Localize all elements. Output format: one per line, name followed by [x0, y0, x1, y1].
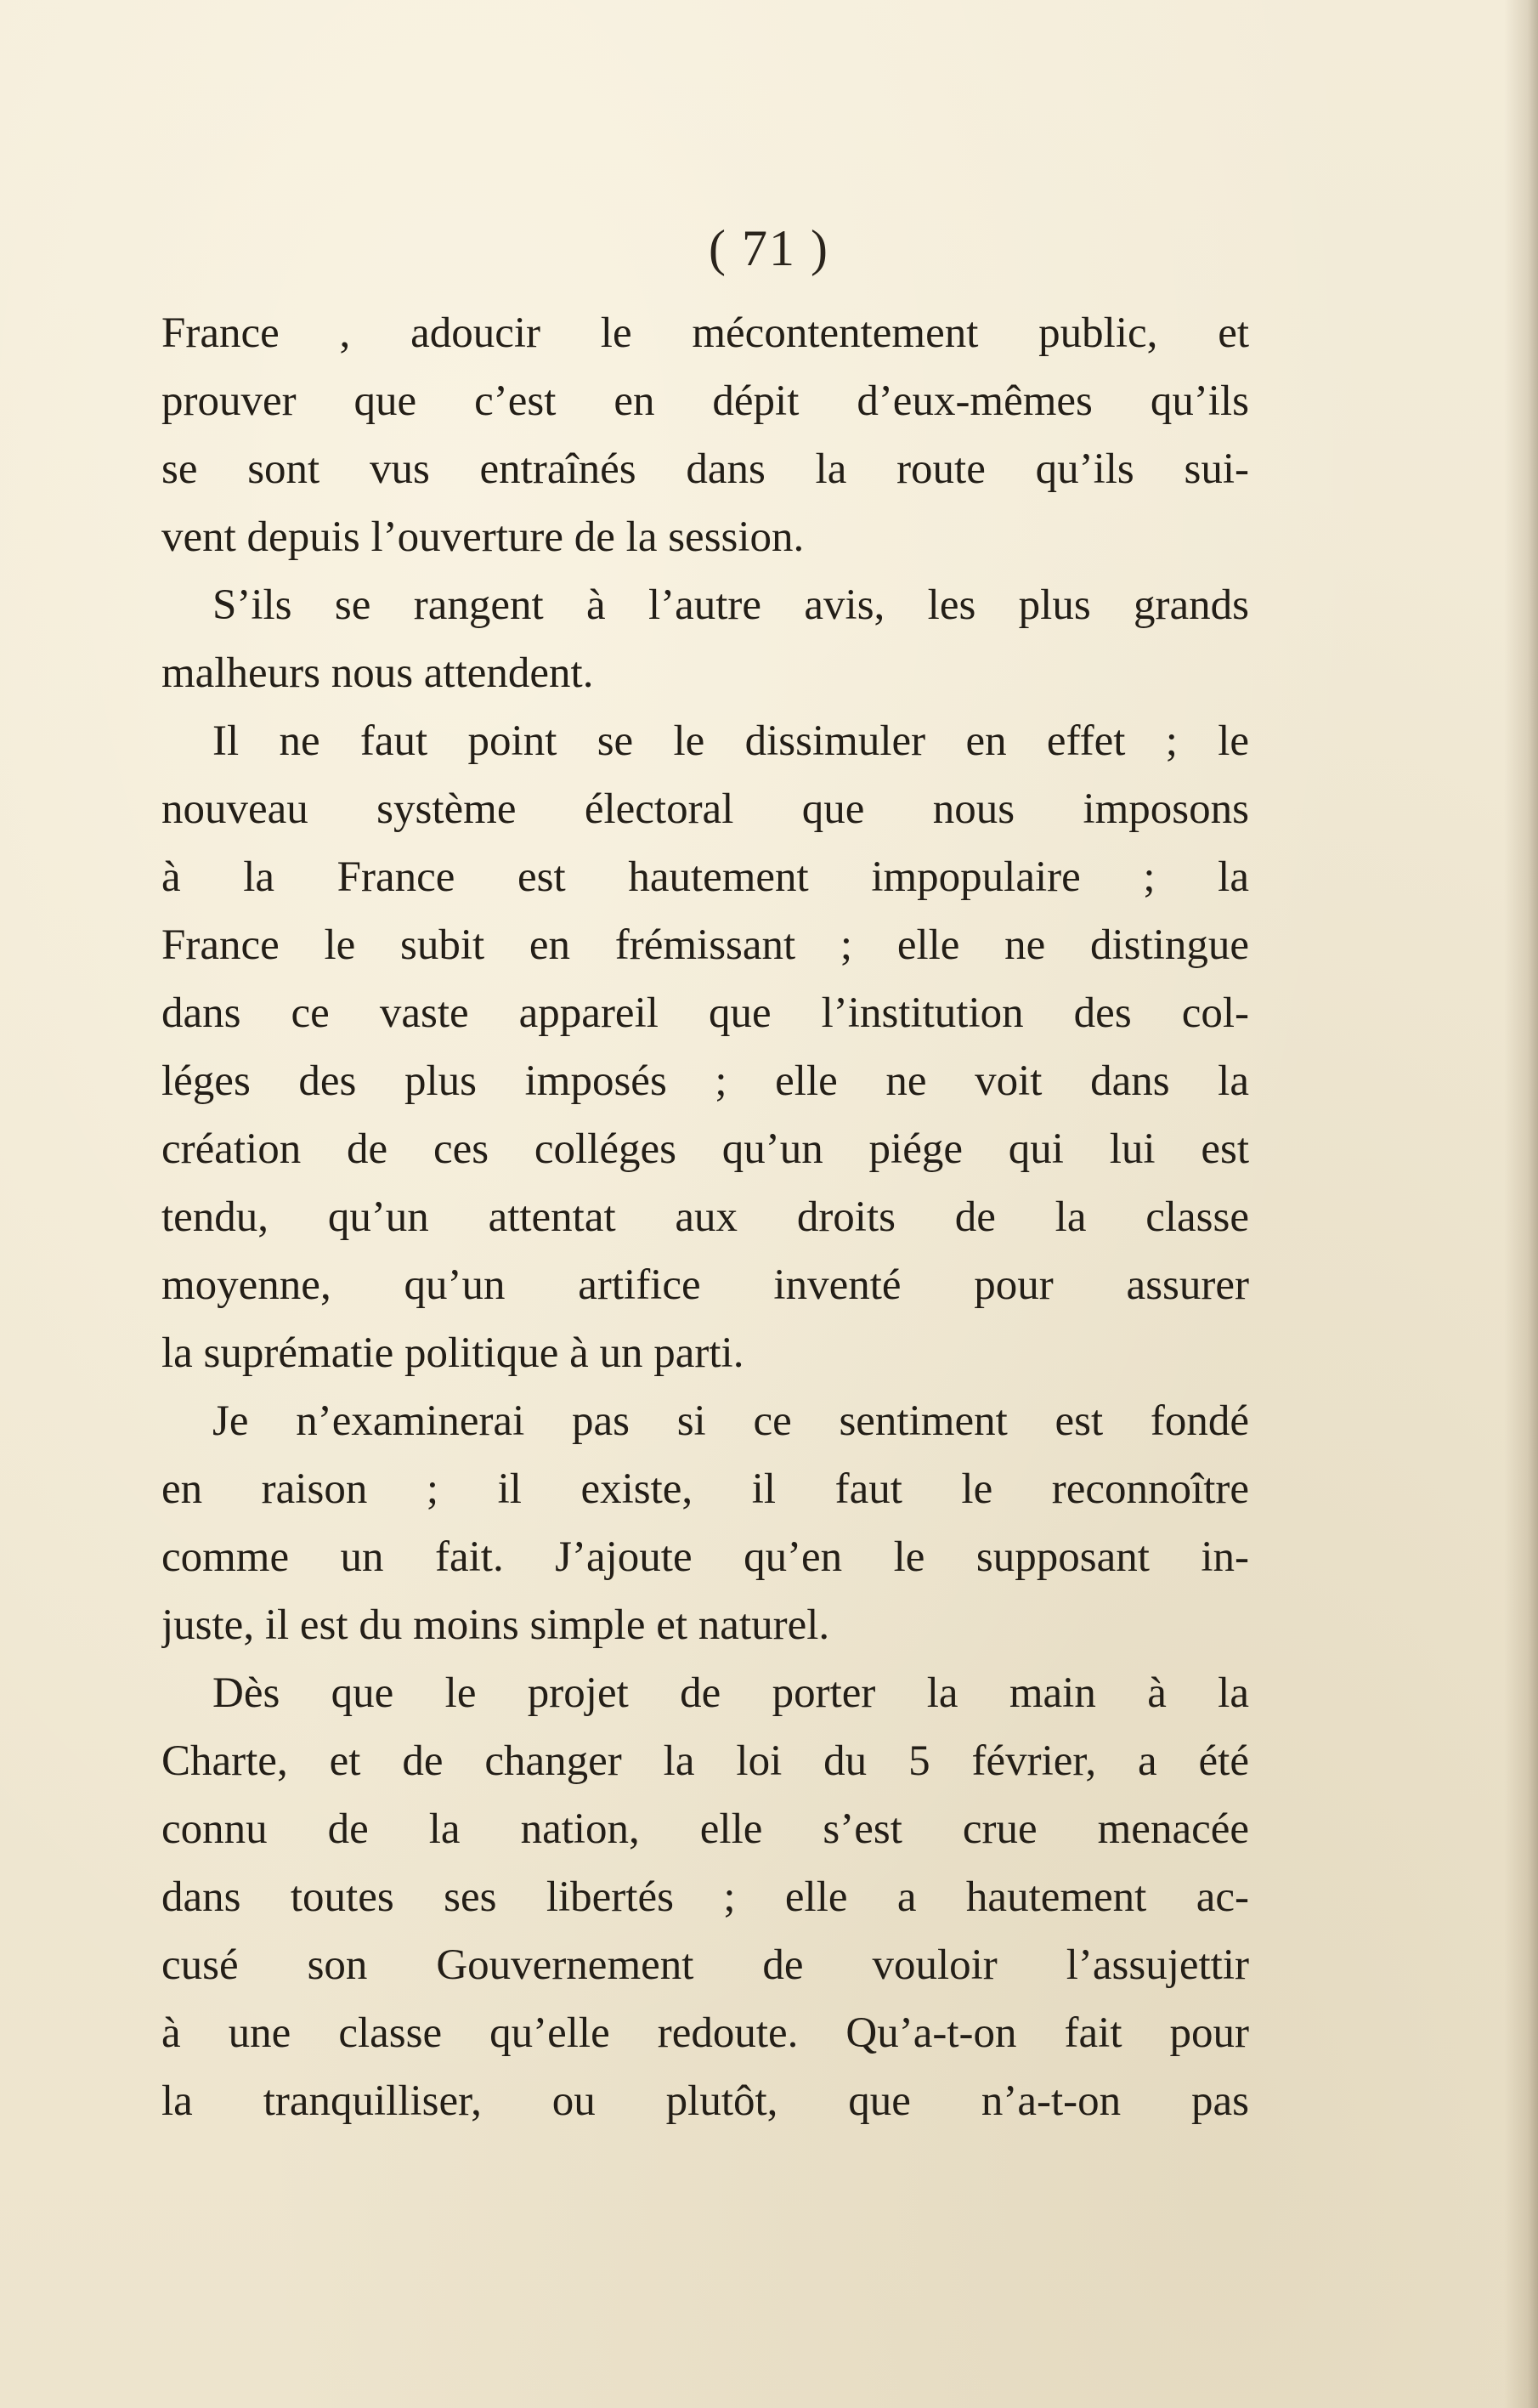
text-line: comme un fait. J’ajoute qu’en le supposant in- — [161, 1533, 1249, 1581]
text-line: malheurs nous attendent. — [161, 649, 594, 697]
text-line: la suprématie politique à un parti. — [161, 1329, 744, 1377]
page-edge-shadow — [1504, 0, 1538, 2408]
text-line: la tranquilliser, ou plutôt, que n’a-t-on pas — [161, 2077, 1249, 2125]
text-line: création de ces colléges qu’un piége qui lui est — [161, 1125, 1249, 1173]
text-line: dans toutes ses libertés ; elle a hautement ac- — [161, 1873, 1249, 1921]
text-line: moyenne, qu’un artifice inventé pour assurer — [161, 1261, 1249, 1309]
text-line: dans ce vaste appareil que l’institution des col- — [161, 989, 1249, 1037]
page-number: ( 71 ) — [709, 220, 829, 276]
text-line: en raison ; il existe, il faut le reconnoître — [161, 1465, 1249, 1513]
text-line: connu de la nation, elle s’est crue menacée — [161, 1805, 1249, 1853]
text-line: Dès que le projet de porter la main à la — [212, 1669, 1249, 1717]
text-line: Je n’examinerai pas si ce sentiment est fondé — [212, 1397, 1249, 1445]
text-line: France , adoucir le mécontentement public, et — [161, 309, 1249, 357]
text-line: se sont vus entraînés dans la route qu’ils sui- — [161, 445, 1249, 493]
text-line: à la France est hautement impopulaire ; la — [161, 853, 1249, 901]
text-line: Charte, et de changer la loi du 5 février, a été — [161, 1737, 1249, 1785]
text-line: France le subit en frémissant ; elle ne distingue — [161, 921, 1249, 969]
text-line: tendu, qu’un attentat aux droits de la classe — [161, 1193, 1249, 1241]
text-line: Il ne faut point se le dissimuler en effet ; le — [212, 717, 1249, 765]
text-line: prouver que c’est en dépit d’eux-mêmes qu’ils — [161, 377, 1249, 425]
text-line: S’ils se rangent à l’autre avis, les plus grands — [212, 581, 1249, 629]
text-line: léges des plus imposés ; elle ne voit dans la — [161, 1057, 1249, 1105]
text-line: à une classe qu’elle redoute. Qu’a-t-on fait pour — [161, 2009, 1249, 2057]
text-line: vent depuis l’ouverture de la session. — [161, 513, 805, 561]
body-text — [161, 299, 1249, 2135]
text-line: juste, il est du moins simple et naturel. — [161, 1601, 830, 1649]
text-line: cusé son Gouvernement de vouloir l’assujettir — [161, 1941, 1249, 1989]
text-line: nouveau système électoral que nous imposons — [161, 785, 1249, 833]
